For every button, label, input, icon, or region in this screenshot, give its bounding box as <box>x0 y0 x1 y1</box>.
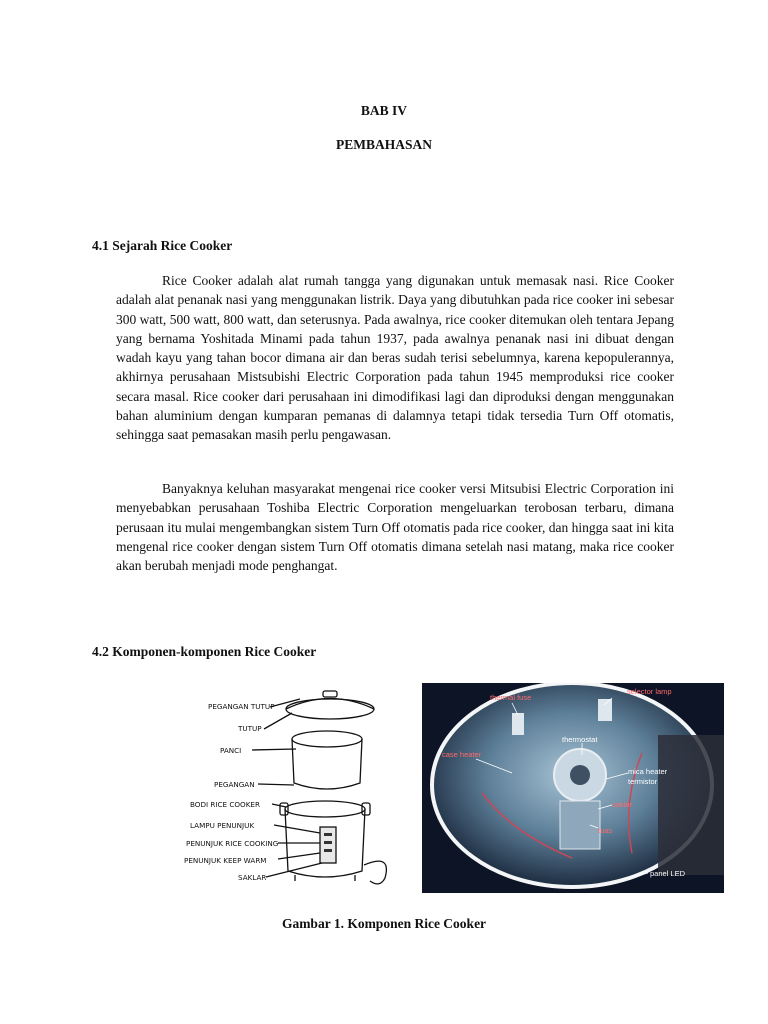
photo-label-case-heater: case heater <box>442 750 482 759</box>
interior-photo-svg <box>422 683 724 893</box>
label-lampu: LAMPU PENUNJUK <box>190 821 255 830</box>
rice-cooker-diagram-svg <box>180 683 398 893</box>
section-heading-4-1: 4.1 Sejarah Rice Cooker <box>92 238 233 253</box>
photo-label-tuas: tuas <box>598 826 613 835</box>
label-pegangan-tutup: PEGANGAN TUTUP <box>208 702 275 711</box>
photo-label-thermal-fuse: thermal fuse <box>490 693 532 702</box>
photo-label-mica-heater: mica heater <box>628 767 668 776</box>
paragraph-1-text: Rice Cooker adalah alat rumah tangga yang digunakan untuk memasak nasi. Rice Cooker adalah alat penanak nasi yang menggunakan listrik. Daya yang dibutuhkan pada rice cooker ini sebesar 300 watt, 500 watt, 800 watt, dan seterusnya. Pada awalnya, rice cooker ditemukan oleh tentara Jepang yang bernama Yoshitada Minami pada tahun 1937, pada awalnya penanak nasi ini dibuat dengan wadah kayu yang tahan bocor dimana air dan beras sudah terisi sebelumnya, karena kepopulerannya, akhirnya perusahaan Mistsubishi Electric Corporation pada tahun 1945 memproduksi rice cooker secara masal. Rice cooker dari perusahaan ini dimodifikasi lagi dan diproduksi dengan menggunakan bahan aluminium dengan kumparan pemanas di dalamnya tetapi tidak tersedia Turn Off otomatis, sehingga saat pemasakan masih perlu pengawasan. <box>116 273 674 443</box>
photo-label-panel-led: panel LED <box>650 869 686 878</box>
label-warm: PENUNJUK KEEP WARM <box>184 856 267 865</box>
chapter-title: PEMBAHASAN <box>335 137 432 152</box>
label-pegangan: PEGANGAN <box>214 780 255 789</box>
section-heading-4-2: 4.2 Komponen-komponen Rice Cooker <box>92 644 317 659</box>
label-cooking: PENUNJUK RICE COOKING <box>186 839 279 848</box>
label-saklar: SAKLAR <box>238 873 267 882</box>
label-bodi: BODI RICE COOKER <box>190 800 260 809</box>
paragraph-2-text: Banyaknya keluhan masyarakat mengenai rice cooker versi Mitsubisi Electric Corporation ini menyebabkan perusahaan Toshiba Electric Corporation mengeluarkan terobosan terbaru, dimana perusaan itu mulai mengembangkan sistem Turn Off otomatis pada rice cooker, dan hingga saat ini kita mengenal rice cooker dengan sistem Turn Off otomatis dimana setelah nasi matang, maka rice cooker akan berubah menjadi mode penghangat. <box>116 481 674 574</box>
photo-label-saklar: saklar <box>612 800 633 809</box>
paragraph-1 <box>116 271 674 445</box>
photo-label-thermostat: thermostat <box>562 735 598 744</box>
paragraph-2 <box>116 479 674 575</box>
rice-cooker-diagram <box>180 683 398 893</box>
photo-label-selector-lamp: selector lamp <box>627 687 672 696</box>
label-panci: PANCI <box>220 746 242 755</box>
photo-label-termistor: termistor <box>628 777 658 786</box>
chapter-number: BAB IV <box>360 103 408 118</box>
figure-caption: Gambar 1. Komponen Rice Cooker <box>281 916 487 931</box>
rice-cooker-interior-photo <box>422 683 724 893</box>
label-tutup: TUTUP <box>238 724 262 733</box>
